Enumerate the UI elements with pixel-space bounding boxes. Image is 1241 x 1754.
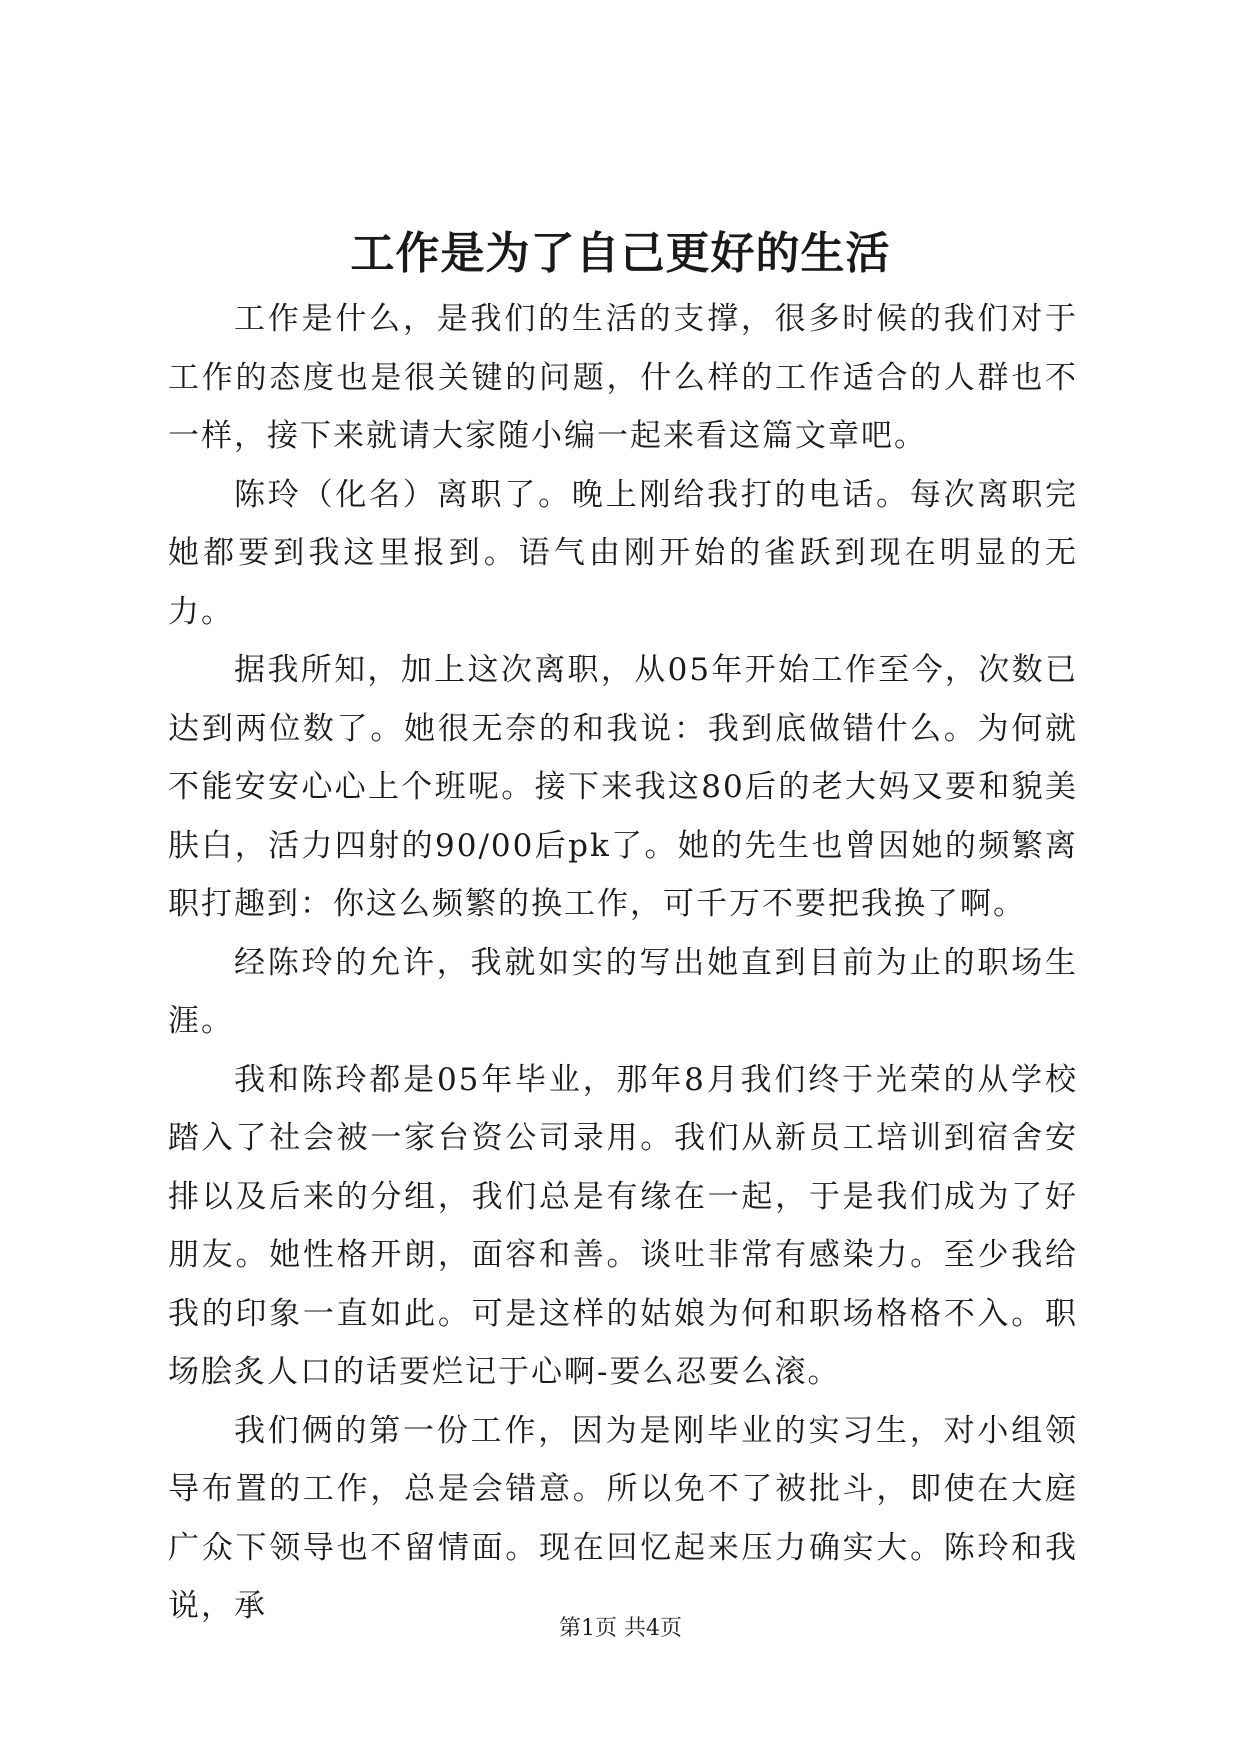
paragraph-intro: 工作是什么，是我们的生活的支撑，很多时候的我们对于工作的态度也是很关键的问题，什么样的工作适合的人群也不一样，接下来就请大家随小编一起来看这篇文章吧。: [168, 301, 1078, 454]
paragraph-first-job: 我们俩的第一份工作，因为是刚毕业的实习生，对小组领导布置的工作，总是会错意。所以免不了被批斗，即使在大庭广众下领导也不留情面。现在回忆起来压力确实大。陈玲和我说，承: [168, 1412, 1078, 1624]
paragraph-job-count: 据我所知，加上这次离职，从05年开始工作至今，次数已达到两位数了。她很无奈的和我说：我到底做错什么。为何就不能安安心心上个班呢。接下来我这80后的老大妈又要和貌美肤白，活力四射的90/00后pk了。她的先生也曾因她的频繁离职打趣到：你这么频繁的换工作，可千万不要把我换了啊。: [168, 652, 1078, 922]
paragraph-permission: 经陈玲的允许，我就如实的写出她直到目前为止的职场生涯。: [168, 944, 1078, 1039]
paragraph-graduation: 我和陈玲都是05年毕业，那年8月我们终于光荣的从学校踏入了社会被一家台资公司录用。我们从新员工培训到宿舍安排以及后来的分组，我们总是有缘在一起，于是我们成为了好朋友。她性格开朗，面容和善。谈吐非常有感染力。至少我给我的印象一直如此。可是这样的姑娘为何和职场格格不入。职场脍炙人口的话要烂记于心啊-要么忍要么滚。: [168, 1061, 1078, 1390]
document-body: [168, 290, 1078, 1636]
document-title: 工作是为了自己更好的生活: [350, 228, 891, 279]
paragraph-resignation: 陈玲（化名）离职了。晚上刚给我打的电话。每次离职完她都要到我这里报到。语气由刚开始的雀跃到现在明显的无力。: [168, 476, 1078, 630]
page-number-footer: 第1页 共4页: [559, 1616, 682, 1641]
